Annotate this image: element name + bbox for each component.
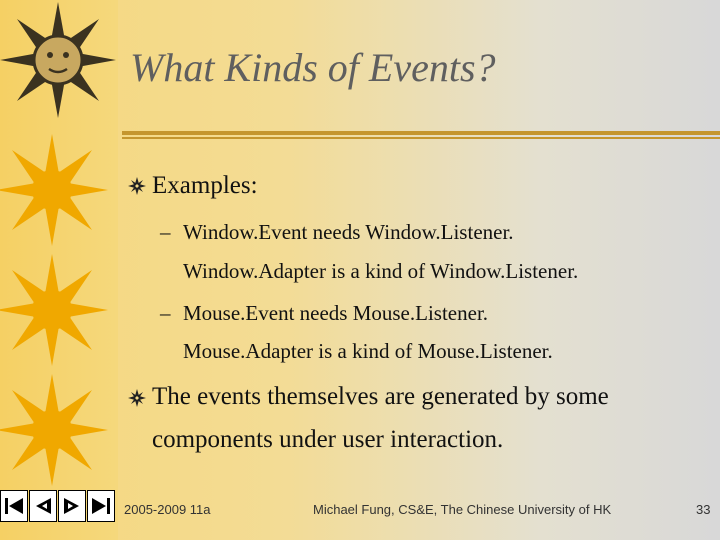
bullet-examples: Examples: bbox=[152, 172, 258, 199]
next-slide-icon[interactable] bbox=[58, 490, 86, 522]
bullet-events-generated-cont: components under user interaction. bbox=[152, 426, 504, 453]
previous-slide-icon[interactable] bbox=[29, 490, 57, 522]
title-divider bbox=[122, 131, 720, 141]
slide-number: 33 bbox=[696, 502, 711, 517]
sun-face-icon bbox=[0, 0, 118, 130]
sun-icon bbox=[0, 130, 118, 250]
sub-bullet-mouse-adapter: Mouse.Adapter is a kind of Mouse.Listener. bbox=[183, 339, 553, 363]
dash-marker: – bbox=[160, 220, 171, 244]
footer-author: Michael Fung, CS&E, The Chinese University of HK bbox=[313, 502, 612, 517]
bullet-star-icon bbox=[128, 389, 146, 407]
bullet-star-icon bbox=[128, 177, 146, 195]
sub-bullet-window-event: Window.Event needs Window.Listener. bbox=[183, 220, 514, 244]
bullet-events-generated: The events themselves are generated by some bbox=[152, 383, 609, 410]
sun-icon bbox=[0, 370, 118, 490]
first-slide-icon[interactable] bbox=[0, 490, 28, 522]
last-slide-icon[interactable] bbox=[87, 490, 115, 522]
sun-icon bbox=[0, 250, 118, 370]
sub-bullet-mouse-event: Mouse.Event needs Mouse.Listener. bbox=[183, 301, 489, 325]
dash-marker: – bbox=[160, 301, 171, 325]
slide-title: What Kinds of Events? bbox=[130, 45, 496, 90]
sub-bullet-window-adapter: Window.Adapter is a kind of Window.Listener. bbox=[183, 259, 579, 283]
footer-date: 2005-2009 11a bbox=[124, 502, 211, 517]
slide-navigation bbox=[0, 490, 116, 522]
